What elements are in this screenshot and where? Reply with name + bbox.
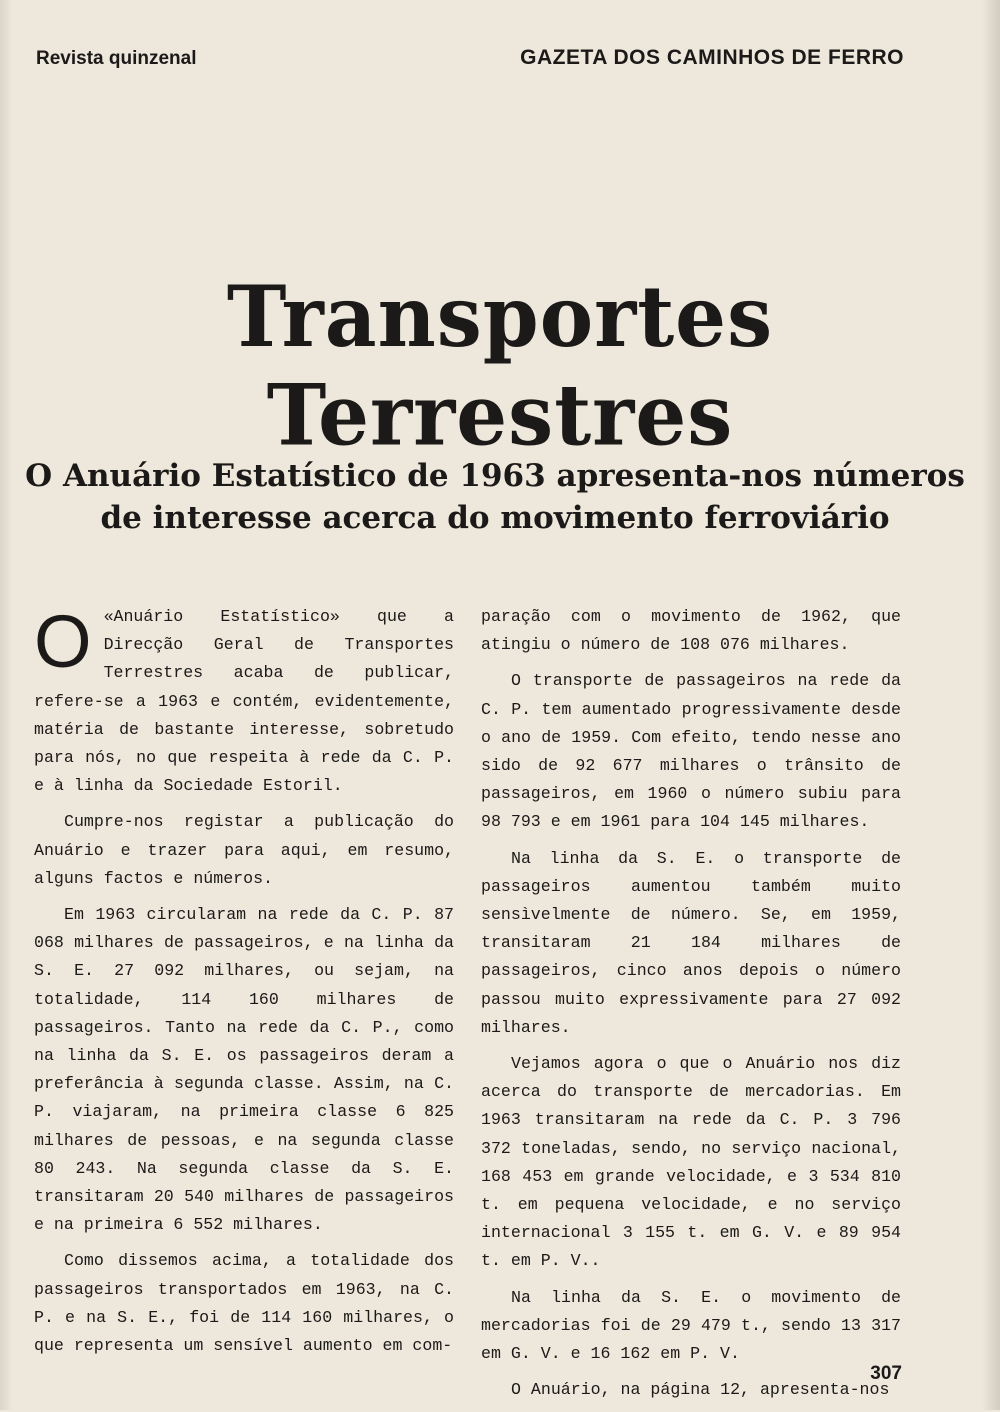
- paragraph: O Anuário, na página 12, apresenta-nos: [511, 1380, 890, 1400]
- right-column: [481, 603, 901, 1412]
- page-number: 307: [870, 1363, 902, 1384]
- paragraph: Vejamos agora o que o Anuário nos diz acerca do transporte de mercadorias. Em 1963 transitaram na rede da C. P. 3 796 372 toneladas, sendo, no serviço nacional, 168 453 em grande velocidade, e 3 534 810 t. em pequena velocidade, e no serviço internacional 3 155 t. em G. V. e 89 954 t. em P. V..: [481, 1054, 901, 1271]
- running-header-right: GAZETA DOS CAMINHOS DE FERRO: [520, 46, 904, 69]
- paragraph: O transporte de passageiros na rede da C. P. tem aumentado progressivamente desde o ano de 1959. Com efeito, tendo nesse ano sido de 92 677 milhares o trânsito de passageiros, em 1960 o número subiu para 98 793 e em 1961 para 104 145 milhares.: [481, 671, 901, 832]
- page-edge-shadow: [982, 0, 1000, 1410]
- subtitle-line-2: de interesse acerca do movimento ferroviário: [100, 500, 890, 536]
- article-title: Transportes Terrestres: [226, 267, 774, 465]
- paragraph-text: «Anuário Estatístico» que a Direcção Geral de Transportes Terrestres acaba de publicar, refere-se a 1963 e contém, evidentemente, matéria de bastante interesse, sobretudo para nós, no que respeita à rede da C. P. e à linha da Sociedade Estoril.: [34, 607, 454, 796]
- paragraph: paração com o movimento de 1962, que atingiu o número de 108 076 milhares.: [481, 607, 901, 655]
- paragraph: Na linha da S. E. o movimento de mercadorias foi de 29 479 t., sendo 13 317 em G. V. e 16 162 em P. V.: [481, 1287, 901, 1364]
- drop-cap: O: [34, 600, 92, 683]
- page-gutter-shadow: [0, 0, 12, 1410]
- paragraph: Cumpre-nos registar a publicação do Anuário e trazer para aqui, em resumo, alguns factos e números.: [34, 812, 454, 888]
- article-subtitle: [0, 455, 990, 539]
- left-column: [34, 600, 454, 1368]
- paragraph: [34, 600, 454, 800]
- paragraph: Em 1963 circularam na rede da C. P. 87 068 milhares de passageiros, e na linha da S. E. 27 092 milhares, ou sejam, na totalidade, 114 160 milhares de passageiros. Tanto na rede da C. P., como na linha da S. E. os passageiros deram a preferância à segunda classe. Assim, na C. P. viajaram, na primeira classe 6 825 milhares de pessoas, e na segunda classe 80 243. Na segunda classe da S. E. transitaram 20 540 milhares de passageiros e na primeira 6 552 milhares.: [34, 905, 454, 1235]
- running-header-left: Revista quinzenal: [36, 48, 197, 69]
- paragraph: Como dissemos acima, a totalidade dos passageiros transportados em 1963, na C. P. e na S. E., foi de 114 160 milhares, o que representa um sensível aumento em com-: [34, 1251, 454, 1356]
- subtitle-line-1: O Anuário Estatístico de 1963 apresenta-nos números: [25, 458, 965, 494]
- paragraph: Na linha da S. E. o transporte de passageiros aumentou também muito sensìvelmente de número. Se, em 1959, transitaram 21 184 milhares de passageiros, cinco anos depois o número passou muito expressivamente para 27 092 milhares.: [481, 848, 901, 1037]
